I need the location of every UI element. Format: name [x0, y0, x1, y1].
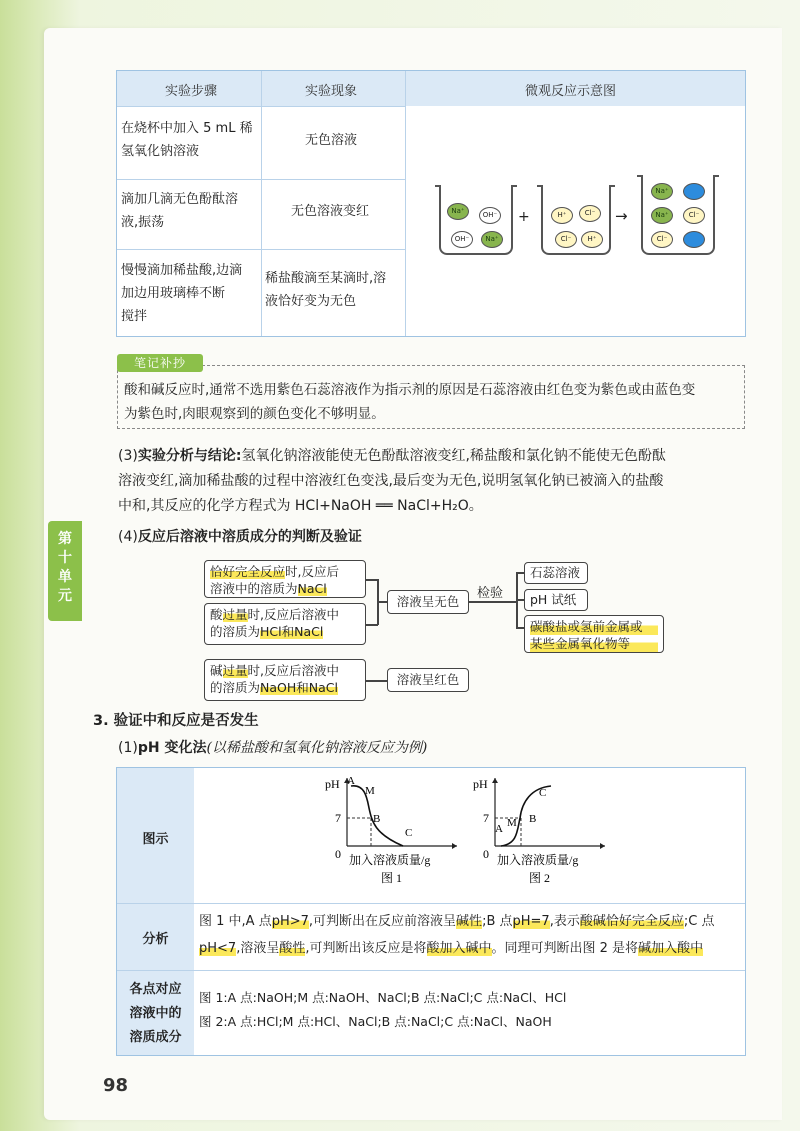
x-axis-arrow — [600, 843, 605, 849]
flow-box-exact — [204, 560, 366, 598]
text: ,可判断出该反应是将 — [305, 941, 427, 956]
label-figure: 图示 — [142, 832, 169, 847]
text-line: 溶液中的 — [129, 1006, 182, 1021]
text-line — [210, 580, 360, 597]
heading: 实验分析与结论: — [137, 448, 242, 464]
connector — [516, 627, 524, 629]
point-label: B — [529, 813, 537, 825]
ion-h: H⁺ — [581, 231, 603, 248]
connector — [366, 680, 387, 682]
highlight: HCl和NaCl — [260, 624, 324, 639]
beaker-naoh — [439, 187, 513, 255]
note-tag: 笔记补抄 — [117, 354, 203, 372]
text-line — [210, 679, 360, 696]
method-ph-paper: pH 试纸 — [524, 589, 588, 611]
divider — [261, 71, 262, 336]
highlight: 某些金属氧化物等 — [530, 635, 658, 652]
text-line — [210, 662, 360, 679]
highlight: NaCl — [297, 581, 327, 596]
highlight: 碱加入酸中 — [638, 941, 704, 956]
text: ,表示 — [549, 914, 580, 929]
item-number: (1) — [118, 740, 138, 756]
connector — [469, 601, 517, 603]
text: 碱 — [210, 663, 223, 678]
ion-na: Na⁺ — [481, 231, 503, 248]
text: 的溶质为 — [210, 624, 261, 639]
x-axis-label: 加入溶液质量/g — [497, 853, 579, 867]
connector — [516, 572, 524, 574]
row1-phenomenon: 无色溶液 — [305, 133, 358, 148]
ion-oh: OH⁻ — [479, 207, 501, 224]
beaker-lip — [537, 185, 543, 187]
flow-box-colorless: 溶液呈无色 — [387, 590, 469, 614]
text: ;B 点 — [482, 914, 513, 929]
ion-cl: Cl⁻ — [555, 231, 577, 248]
ph-table — [116, 767, 746, 1056]
point-label: A — [347, 775, 355, 787]
chart-caption: 图 1 — [381, 871, 403, 885]
row1-step — [121, 117, 259, 163]
beaker-lip — [511, 185, 517, 187]
text: ,可判断出在反应前溶液呈 — [308, 914, 457, 929]
text-line: 液恰好变为无色 — [265, 294, 357, 309]
row3-phenomenon — [265, 267, 403, 313]
origin-label: 0 — [483, 847, 489, 861]
y-axis-arrow — [492, 778, 498, 783]
point-label: C — [539, 787, 547, 799]
label-analysis: 分析 — [142, 932, 169, 947]
text-line: 为紫色时,肉眼观察到的颜色变化不够明显。 — [124, 406, 385, 422]
beaker-product — [641, 177, 715, 255]
highlight: 碱性 — [456, 914, 483, 929]
text-line: 图 2:A 点:HCl;M 点:HCl、NaCl;B 点:NaCl;C 点:NaCl、NaOH — [199, 1014, 552, 1029]
text-line: 滴加几滴无色酚酞溶 — [121, 192, 239, 207]
text: 氢氧化钠溶液能使无色酚酞溶液变红,稀盐酸和氯化钠不能使无色酚酞 — [241, 448, 666, 464]
text-line: 图 1:A 点:NaOH;M 点:NaOH、NaCl;B 点:NaCl;C 点:NaCl、HCl — [199, 990, 567, 1005]
text: (以稀盐酸和氢氧化钠溶液反应为例) — [206, 740, 428, 756]
divider — [117, 970, 745, 971]
reaction-arrow: → — [615, 207, 628, 225]
row2-step — [121, 188, 259, 234]
x-axis-arrow — [452, 843, 457, 849]
solutes-text — [199, 986, 739, 1034]
text-line: 中和,其反应的化学方程式为 HCl+NaOH ══ NaCl+H₂O。 — [118, 498, 483, 514]
highlight: 酸性 — [279, 941, 306, 956]
ion-na: Na⁺ — [651, 183, 673, 200]
analysis-paragraph — [118, 444, 748, 519]
tab-char: 单 — [58, 569, 72, 585]
ion-cl: Cl⁻ — [651, 231, 673, 248]
ion-na: Na⁺ — [651, 207, 673, 224]
section4-heading — [118, 525, 362, 550]
section3-heading — [93, 709, 259, 734]
check-label: 检验 — [477, 586, 504, 601]
highlight: 恰好完全反应 — [210, 564, 286, 579]
beaker-lip — [435, 185, 441, 187]
highlight: pH<7 — [199, 941, 237, 956]
text-line: 加边用玻璃棒不断 — [121, 286, 226, 301]
highlight: 酸碱恰好完全反应 — [579, 914, 684, 929]
ion-oh: OH⁻ — [451, 231, 473, 248]
highlight: 酸加入碱中 — [426, 941, 492, 956]
method-litmus: 石蕊溶液 — [524, 562, 588, 584]
text: 时,反应后 — [285, 564, 339, 579]
connector — [516, 599, 524, 601]
highlight: 过量 — [222, 607, 248, 622]
plus-sign: + — [518, 209, 530, 225]
text-line — [210, 623, 360, 640]
text-line: 溶液变红,滴加稀盐酸的过程中溶液红色变浅,最后变为无色,说明氢氧化钠已被滴入的盐酸 — [118, 473, 664, 489]
highlight: 碳酸盐或氢前金属或 — [530, 618, 658, 635]
x-axis-label: 加入溶液质量/g — [349, 853, 431, 867]
text: 时,反应后溶液中 — [247, 663, 340, 678]
tab-char: 十 — [58, 550, 72, 566]
y-axis-label: pH — [473, 777, 488, 791]
point-label: B — [373, 813, 381, 825]
connector — [377, 601, 387, 603]
water-molecule — [683, 183, 705, 200]
beaker-hcl — [541, 187, 611, 255]
text-line: 溶质成分 — [129, 1030, 182, 1045]
chart-caption: 图 2 — [529, 871, 551, 885]
water-molecule — [683, 231, 705, 248]
text-line — [118, 444, 748, 469]
item-number: (4) — [118, 529, 138, 545]
origin-label: 0 — [335, 847, 341, 861]
heading: pH 变化法 — [137, 740, 207, 756]
beaker-lip — [713, 175, 719, 177]
ion-na: Na⁺ — [447, 203, 469, 220]
highlight: pH=7 — [512, 914, 550, 929]
analysis-text — [199, 908, 739, 962]
text-line — [199, 935, 739, 962]
page-number: 98 — [103, 1075, 129, 1096]
text-line: 酸和碱反应时,通常不选用紫色石蕊溶液作为指示剂的原因是石蕊溶液由红色变为紫色或由蓝色变 — [124, 382, 696, 398]
header-diagram: 微观反应示意图 — [525, 84, 617, 99]
y-axis-label: pH — [325, 777, 340, 791]
text: 酸 — [210, 607, 223, 622]
point-label: M — [507, 817, 517, 829]
text: 。同理可判断出图 2 是将 — [491, 941, 639, 956]
divider — [117, 106, 405, 107]
header-step: 实验步骤 — [165, 84, 218, 99]
point-label: M — [365, 785, 375, 797]
note-text — [124, 378, 695, 426]
divider — [117, 903, 745, 904]
header-phenomenon: 实验现象 — [305, 84, 358, 99]
chapter-tab — [48, 521, 82, 621]
text: 的溶质为 — [210, 680, 261, 695]
text-line: 氢氧化钠溶液 — [121, 144, 200, 159]
text: 图 1 中,A 点 — [199, 914, 272, 929]
text-line — [199, 908, 739, 935]
flow-box-red: 溶液呈红色 — [387, 668, 469, 692]
point-label: C — [405, 827, 413, 839]
text-line: 在烧杯中加入 5 mL 稀 — [121, 121, 253, 136]
ph-charts — [317, 774, 637, 902]
ion-h: H⁺ — [551, 207, 573, 224]
flow-box-base-excess — [204, 659, 366, 701]
label-solutes — [117, 978, 194, 1050]
text-line: 慢慢滴加稀盐酸,边滴 — [121, 263, 243, 278]
divider — [117, 179, 405, 180]
text: 时,反应后溶液中 — [247, 607, 340, 622]
divider — [405, 71, 406, 336]
item-number: 3. — [93, 713, 109, 729]
heading: 反应后溶液中溶质成分的判断及验证 — [137, 529, 362, 545]
heading: 验证中和反应是否发生 — [113, 713, 259, 729]
beaker-lip — [609, 185, 615, 187]
tab-char: 第 — [58, 531, 72, 547]
text-line: 搅拌 — [121, 309, 148, 324]
point-label: A — [495, 823, 503, 835]
text: 溶液中的溶质为 — [210, 581, 298, 596]
ion-cl: Cl⁻ — [683, 207, 705, 224]
text: ,溶液呈 — [236, 941, 280, 956]
text: ;C 点 — [683, 914, 715, 929]
row3-step — [121, 259, 259, 328]
ph-method-heading — [118, 736, 427, 761]
item-number: (3) — [118, 448, 138, 464]
text-line: 液,振荡 — [121, 215, 165, 230]
ion-cl: Cl⁻ — [579, 205, 601, 222]
tab-char: 元 — [58, 588, 72, 604]
method-carbonate — [524, 615, 664, 653]
highlight: 过量 — [222, 663, 248, 678]
row2-phenomenon: 无色溶液变红 — [291, 204, 370, 219]
highlight: pH>7 — [271, 914, 309, 929]
y-tick-label: 7 — [483, 811, 489, 825]
beaker-lip — [637, 175, 643, 177]
text-line — [210, 606, 360, 623]
text-line: 稀盐酸滴至某滴时,溶 — [265, 271, 387, 286]
experiment-table — [116, 70, 746, 337]
text-line — [210, 563, 360, 580]
y-tick-label: 7 — [335, 811, 341, 825]
divider — [117, 249, 405, 250]
highlight: NaOH和NaCl — [260, 680, 338, 695]
text-line: 各点对应 — [129, 982, 182, 997]
flow-box-acid-excess — [204, 603, 366, 645]
